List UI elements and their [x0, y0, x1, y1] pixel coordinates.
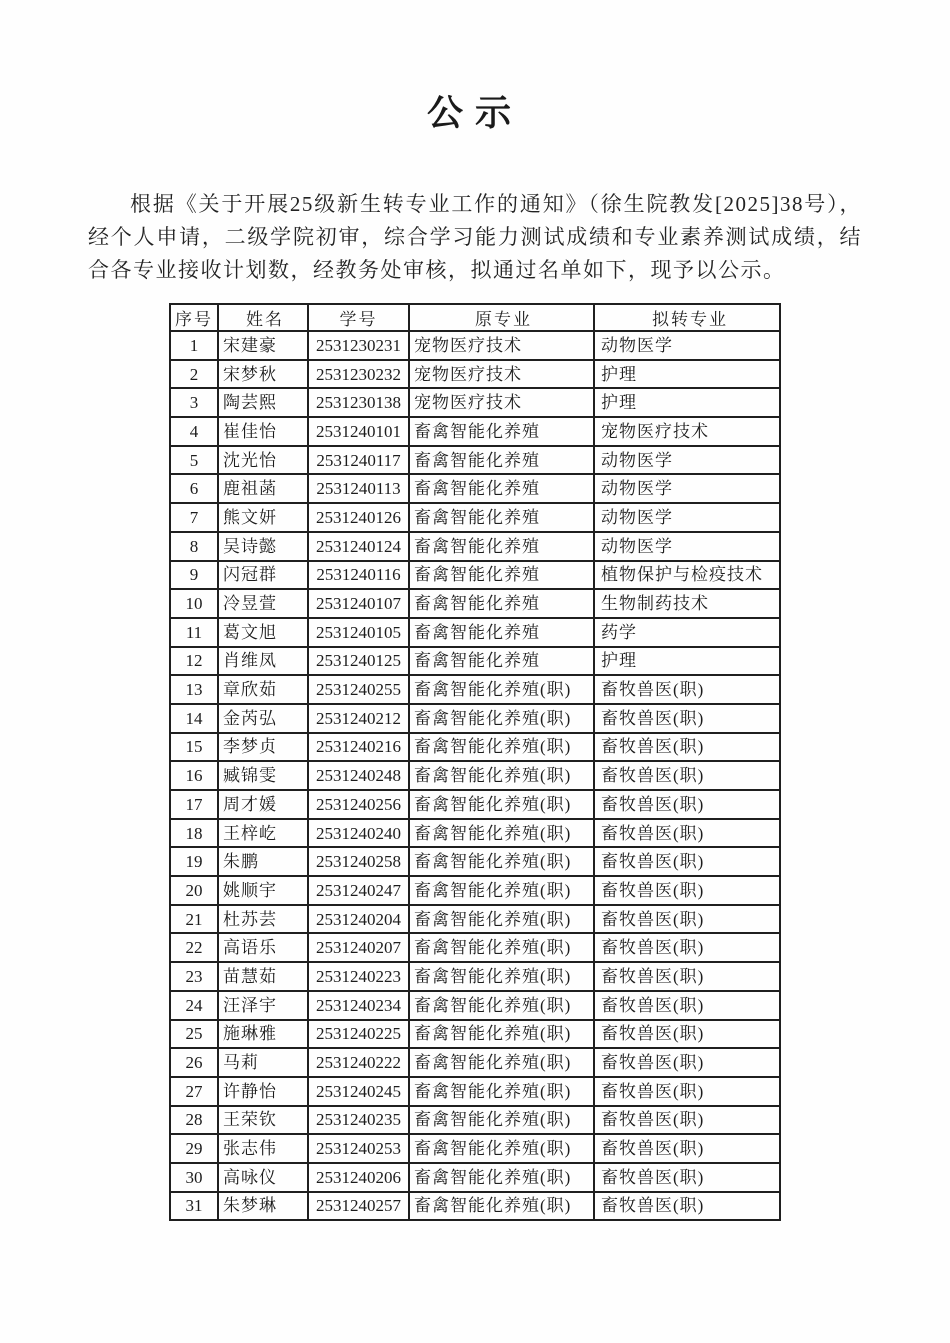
- row-original-major: 畜禽智能化养殖(职): [409, 905, 594, 934]
- row-name: 汪泽宇: [218, 991, 308, 1020]
- row-seq: 14: [170, 704, 218, 733]
- row-name: 许静怡: [218, 1077, 308, 1106]
- row-original-major: 畜禽智能化养殖(职): [409, 1134, 594, 1163]
- row-seq: 3: [170, 388, 218, 417]
- table-row: [170, 1163, 780, 1192]
- row-original-major: 畜禽智能化养殖(职): [409, 1163, 594, 1192]
- row-name: 李梦贞: [218, 733, 308, 762]
- row-student-id: 2531240113: [308, 474, 409, 503]
- row-original-major: 畜禽智能化养殖: [409, 446, 594, 475]
- row-target-major: 畜牧兽医(职): [594, 761, 780, 790]
- row-student-id: 2531240248: [308, 761, 409, 790]
- row-seq: 17: [170, 790, 218, 819]
- row-seq: 28: [170, 1106, 218, 1135]
- table-row: [170, 819, 780, 848]
- row-student-id: 2531240240: [308, 819, 409, 848]
- row-seq: 22: [170, 933, 218, 962]
- row-original-major: 畜禽智能化养殖(职): [409, 933, 594, 962]
- row-seq: 4: [170, 417, 218, 446]
- row-name: 冷昱萱: [218, 589, 308, 618]
- row-target-major: 畜牧兽医(职): [594, 675, 780, 704]
- row-seq: 30: [170, 1163, 218, 1192]
- row-original-major: 畜禽智能化养殖: [409, 561, 594, 590]
- row-target-major: 动物医学: [594, 446, 780, 475]
- row-original-major: 畜禽智能化养殖(职): [409, 790, 594, 819]
- row-student-id: 2531240225: [308, 1020, 409, 1049]
- row-original-major: 畜禽智能化养殖(职): [409, 1106, 594, 1135]
- row-original-major: 畜禽智能化养殖(职): [409, 1192, 594, 1221]
- row-original-major: 畜禽智能化养殖: [409, 532, 594, 561]
- row-name: 苗慧茹: [218, 962, 308, 991]
- row-student-id: 2531240101: [308, 417, 409, 446]
- row-target-major: 畜牧兽医(职): [594, 704, 780, 733]
- row-student-id: 2531240247: [308, 876, 409, 905]
- row-target-major: 宠物医疗技术: [594, 417, 780, 446]
- row-student-id: 2531240253: [308, 1134, 409, 1163]
- row-original-major: 畜禽智能化养殖(职): [409, 704, 594, 733]
- row-target-major: 畜牧兽医(职): [594, 1163, 780, 1192]
- row-target-major: 畜牧兽医(职): [594, 991, 780, 1020]
- row-seq: 7: [170, 503, 218, 532]
- table-row: [170, 905, 780, 934]
- row-name: 高语乐: [218, 933, 308, 962]
- table-row: [170, 388, 780, 417]
- table-row: [170, 847, 780, 876]
- table-row: [170, 675, 780, 704]
- row-original-major: 畜禽智能化养殖(职): [409, 1020, 594, 1049]
- table-row: [170, 933, 780, 962]
- row-student-id: 2531240216: [308, 733, 409, 762]
- row-name: 张志伟: [218, 1134, 308, 1163]
- row-target-major: 畜牧兽医(职): [594, 1020, 780, 1049]
- row-student-id: 2531240223: [308, 962, 409, 991]
- row-seq: 23: [170, 962, 218, 991]
- table-row: [170, 474, 780, 503]
- row-name: 臧锦雯: [218, 761, 308, 790]
- row-name: 金芮弘: [218, 704, 308, 733]
- row-student-id: 2531240207: [308, 933, 409, 962]
- row-original-major: 畜禽智能化养殖: [409, 474, 594, 503]
- row-student-id: 2531230231: [308, 331, 409, 360]
- header-student-id: 学号: [308, 304, 409, 331]
- transfer-approval-table: [169, 303, 781, 1221]
- row-student-id: 2531240257: [308, 1192, 409, 1221]
- row-original-major: 畜禽智能化养殖: [409, 589, 594, 618]
- row-seq: 16: [170, 761, 218, 790]
- table-row: [170, 561, 780, 590]
- row-target-major: 生物制药技术: [594, 589, 780, 618]
- row-target-major: 畜牧兽医(职): [594, 1077, 780, 1106]
- row-target-major: 畜牧兽医(职): [594, 962, 780, 991]
- row-original-major: 畜禽智能化养殖(职): [409, 1077, 594, 1106]
- row-original-major: 畜禽智能化养殖: [409, 417, 594, 446]
- table-row: [170, 417, 780, 446]
- row-student-id: 2531240206: [308, 1163, 409, 1192]
- table-header-row: [170, 304, 780, 331]
- row-original-major: 畜禽智能化养殖(职): [409, 1048, 594, 1077]
- row-original-major: 畜禽智能化养殖: [409, 503, 594, 532]
- row-seq: 18: [170, 819, 218, 848]
- row-student-id: 2531240235: [308, 1106, 409, 1135]
- row-name: 朱梦琳: [218, 1192, 308, 1221]
- table-row: [170, 532, 780, 561]
- row-seq: 25: [170, 1020, 218, 1049]
- table-row: [170, 1048, 780, 1077]
- row-target-major: 动物医学: [594, 532, 780, 561]
- row-target-major: 护理: [594, 388, 780, 417]
- row-target-major: 畜牧兽医(职): [594, 790, 780, 819]
- row-seq: 10: [170, 589, 218, 618]
- row-name: 熊文妍: [218, 503, 308, 532]
- table-row: [170, 704, 780, 733]
- table-row: [170, 331, 780, 360]
- row-student-id: 2531240117: [308, 446, 409, 475]
- row-original-major: 宠物医疗技术: [409, 331, 594, 360]
- table-row: [170, 503, 780, 532]
- row-target-major: 动物医学: [594, 474, 780, 503]
- table-row: [170, 1077, 780, 1106]
- table-row: [170, 446, 780, 475]
- row-original-major: 畜禽智能化养殖(职): [409, 991, 594, 1020]
- row-name: 鹿祖菡: [218, 474, 308, 503]
- row-name: 高咏仪: [218, 1163, 308, 1192]
- row-name: 宋建豪: [218, 331, 308, 360]
- row-original-major: 畜禽智能化养殖(职): [409, 761, 594, 790]
- row-seq: 5: [170, 446, 218, 475]
- row-target-major: 药学: [594, 618, 780, 647]
- header-original-major: 原专业: [409, 304, 594, 331]
- row-target-major: 畜牧兽医(职): [594, 1192, 780, 1221]
- row-student-id: 2531240212: [308, 704, 409, 733]
- row-target-major: 畜牧兽医(职): [594, 1106, 780, 1135]
- row-seq: 9: [170, 561, 218, 590]
- row-student-id: 2531240256: [308, 790, 409, 819]
- row-student-id: 2531240116: [308, 561, 409, 590]
- header-name: 姓名: [218, 304, 308, 331]
- row-student-id: 2531240245: [308, 1077, 409, 1106]
- table-row: [170, 618, 780, 647]
- row-seq: 26: [170, 1048, 218, 1077]
- row-original-major: 畜禽智能化养殖(职): [409, 733, 594, 762]
- row-seq: 2: [170, 360, 218, 389]
- row-student-id: 2531240255: [308, 675, 409, 704]
- row-target-major: 畜牧兽医(职): [594, 905, 780, 934]
- row-name: 崔佳怡: [218, 417, 308, 446]
- transfer-table-body: [170, 331, 780, 1220]
- table-row: [170, 1020, 780, 1049]
- row-seq: 1: [170, 331, 218, 360]
- page-title: 公示: [426, 93, 523, 133]
- row-seq: 29: [170, 1134, 218, 1163]
- table-row: [170, 1192, 780, 1221]
- row-seq: 21: [170, 905, 218, 934]
- row-student-id: 2531240107: [308, 589, 409, 618]
- row-name: 周才媛: [218, 790, 308, 819]
- table-row: [170, 1106, 780, 1135]
- table-row: [170, 761, 780, 790]
- row-seq: 27: [170, 1077, 218, 1106]
- row-name: 杜苏芸: [218, 905, 308, 934]
- header-seq: 序号: [170, 304, 218, 331]
- row-name: 朱鹏: [218, 847, 308, 876]
- row-student-id: 2531230138: [308, 388, 409, 417]
- row-seq: 31: [170, 1192, 218, 1221]
- row-original-major: 畜禽智能化养殖(职): [409, 819, 594, 848]
- row-original-major: 畜禽智能化养殖: [409, 618, 594, 647]
- row-seq: 24: [170, 991, 218, 1020]
- row-seq: 11: [170, 618, 218, 647]
- row-name: 施琳雅: [218, 1020, 308, 1049]
- row-original-major: 宠物医疗技术: [409, 360, 594, 389]
- row-name: 马莉: [218, 1048, 308, 1077]
- header-target-major: 拟转专业: [594, 304, 780, 331]
- row-target-major: 动物医学: [594, 331, 780, 360]
- row-student-id: 2531240125: [308, 647, 409, 676]
- row-original-major: 宠物医疗技术: [409, 388, 594, 417]
- row-student-id: 2531240126: [308, 503, 409, 532]
- table-row: [170, 733, 780, 762]
- row-target-major: 畜牧兽医(职): [594, 819, 780, 848]
- table-row: [170, 962, 780, 991]
- row-name: 沈光怡: [218, 446, 308, 475]
- announcement-paragraph: 根据《关于开展25级新生转专业工作的通知》（徐生院教发[2025]38号），经个人申请，二级学院初审，综合学习能力测试成绩和专业素养测试成绩，结合各专业接收计划数，经教务处审核，拟通过名单如下，现予以公示。: [88, 192, 862, 282]
- table-row: [170, 360, 780, 389]
- row-seq: 15: [170, 733, 218, 762]
- table-row: [170, 876, 780, 905]
- row-name: 陶芸熙: [218, 388, 308, 417]
- row-student-id: 2531240124: [308, 532, 409, 561]
- row-name: 王梓屹: [218, 819, 308, 848]
- row-name: 闪冠群: [218, 561, 308, 590]
- row-target-major: 畜牧兽医(职): [594, 847, 780, 876]
- row-target-major: 畜牧兽医(职): [594, 1134, 780, 1163]
- row-student-id: 2531230232: [308, 360, 409, 389]
- row-student-id: 2531240204: [308, 905, 409, 934]
- row-name: 宋梦秋: [218, 360, 308, 389]
- row-target-major: 护理: [594, 647, 780, 676]
- row-original-major: 畜禽智能化养殖(职): [409, 847, 594, 876]
- row-target-major: 畜牧兽医(职): [594, 1048, 780, 1077]
- row-seq: 20: [170, 876, 218, 905]
- table-row: [170, 991, 780, 1020]
- row-target-major: 畜牧兽医(职): [594, 876, 780, 905]
- row-name: 章欣茹: [218, 675, 308, 704]
- row-original-major: 畜禽智能化养殖(职): [409, 962, 594, 991]
- row-target-major: 畜牧兽医(职): [594, 733, 780, 762]
- row-name: 吴诗懿: [218, 532, 308, 561]
- table-row: [170, 647, 780, 676]
- row-name: 肖维凤: [218, 647, 308, 676]
- row-target-major: 动物医学: [594, 503, 780, 532]
- row-original-major: 畜禽智能化养殖: [409, 647, 594, 676]
- table-header: [170, 304, 780, 331]
- table-row: [170, 589, 780, 618]
- row-target-major: 护理: [594, 360, 780, 389]
- table-row: [170, 1134, 780, 1163]
- row-seq: 12: [170, 647, 218, 676]
- row-name: 姚顺宇: [218, 876, 308, 905]
- row-name: 王荣钦: [218, 1106, 308, 1135]
- row-seq: 6: [170, 474, 218, 503]
- row-original-major: 畜禽智能化养殖(职): [409, 675, 594, 704]
- row-student-id: 2531240105: [308, 618, 409, 647]
- row-seq: 13: [170, 675, 218, 704]
- row-original-major: 畜禽智能化养殖(职): [409, 876, 594, 905]
- row-name: 葛文旭: [218, 618, 308, 647]
- row-seq: 8: [170, 532, 218, 561]
- row-target-major: 植物保护与检疫技术: [594, 561, 780, 590]
- row-seq: 19: [170, 847, 218, 876]
- row-student-id: 2531240222: [308, 1048, 409, 1077]
- row-target-major: 畜牧兽医(职): [594, 933, 780, 962]
- row-student-id: 2531240258: [308, 847, 409, 876]
- row-student-id: 2531240234: [308, 991, 409, 1020]
- table-row: [170, 790, 780, 819]
